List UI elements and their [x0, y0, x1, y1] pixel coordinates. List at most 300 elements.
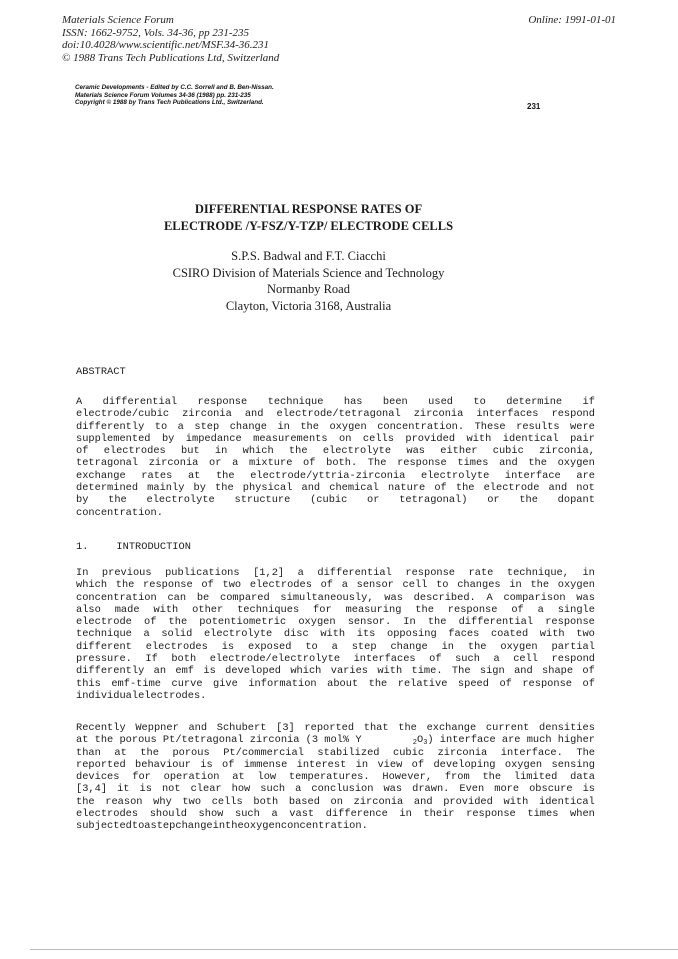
word: why [153, 795, 172, 808]
word: the [482, 771, 502, 784]
word: response [522, 677, 573, 690]
word: two [182, 795, 202, 808]
word: from [444, 771, 470, 784]
word: are [576, 469, 595, 482]
word: Even [459, 783, 485, 796]
word: for [313, 603, 332, 616]
word: based [288, 795, 320, 808]
word: is [200, 758, 213, 771]
text-line [76, 678, 595, 690]
intro-paragraph-2 [76, 722, 595, 833]
word: interface [504, 469, 561, 482]
word: reported [76, 758, 126, 771]
word: pressure. [76, 653, 132, 666]
word: devices [76, 771, 120, 784]
word: measuring [345, 603, 402, 616]
word: and [548, 482, 568, 495]
journal-block [75, 84, 455, 107]
word: made [114, 603, 140, 616]
text-line [76, 783, 595, 795]
word: which [76, 579, 108, 592]
word: of [582, 665, 595, 678]
journal-block-line: Materials Science Forum Volumes 34-36 (1988) pp. 231-235 [75, 91, 251, 99]
word: were [570, 420, 595, 433]
word: oxygen [504, 758, 543, 771]
word: dopant [557, 494, 595, 507]
word: results [516, 420, 560, 433]
word: chemical [329, 482, 379, 495]
abstract-heading: ABSTRACT [76, 366, 126, 378]
word: zirconia [413, 408, 464, 421]
text-line [76, 641, 595, 653]
word: techniques [237, 603, 300, 616]
word: [3,4] [76, 783, 108, 796]
word: step [351, 640, 377, 653]
word: a [297, 567, 304, 579]
word: of [303, 457, 316, 470]
word: a [232, 457, 239, 470]
word: change [390, 640, 428, 653]
word: changes [457, 579, 501, 592]
word: the [300, 420, 319, 433]
word: the [215, 469, 235, 482]
word: oxygen [557, 579, 595, 592]
word: either [440, 445, 478, 458]
word: respond [551, 408, 595, 421]
text-line [76, 482, 595, 494]
word: times [457, 457, 489, 470]
word: by [161, 432, 175, 445]
text-line [76, 507, 595, 519]
word: two [222, 579, 242, 592]
word: subjected [76, 820, 132, 833]
word: a [331, 640, 338, 653]
author-city: Clayton, Victoria 3168, Australia [225, 298, 392, 313]
word: and [413, 795, 433, 808]
author-names: S.P.S. Badwal and F.T. Ciacchi [231, 249, 386, 263]
formula-subscript: 3 [423, 739, 428, 748]
word: about [327, 677, 359, 690]
issn-line: ISSN: 1662-9752, Vols. 34-36, pp 231-235 [62, 26, 249, 39]
word: differential [102, 396, 178, 408]
text-line [76, 567, 595, 579]
word: the [455, 482, 475, 495]
word: the [368, 677, 388, 690]
word: was [406, 445, 425, 458]
word: zirconia [182, 408, 232, 421]
word: electrodes. [138, 689, 207, 702]
word: sensor. [347, 616, 392, 629]
word: zirconia [437, 746, 488, 759]
word: potentiometric [199, 616, 287, 629]
word: [1,2] [253, 567, 285, 579]
word: response [197, 396, 248, 408]
formula-subscript: 2 [412, 739, 417, 748]
word: the [215, 482, 234, 495]
word: in [355, 758, 369, 771]
word: with [503, 795, 529, 808]
word: sensing [551, 758, 595, 771]
word: and [499, 457, 518, 470]
word: in [214, 445, 228, 458]
word: In [403, 616, 416, 629]
word: and [188, 722, 208, 734]
word: if [582, 396, 595, 408]
word: should [149, 808, 187, 821]
word: in [212, 820, 226, 833]
yttria-formula [413, 734, 595, 746]
word: technique [267, 396, 324, 408]
word: technique, [506, 567, 569, 579]
word: times [527, 808, 559, 821]
text-line [76, 690, 595, 702]
word: electrode [483, 482, 540, 495]
word: shape [542, 665, 574, 678]
word: has [343, 396, 363, 408]
text-line [76, 470, 595, 482]
word: of [144, 616, 157, 629]
word: not [576, 482, 595, 495]
text-line [76, 759, 595, 771]
word: information [248, 677, 317, 690]
word: The [576, 746, 595, 759]
word: response [143, 579, 193, 592]
word: cells [362, 432, 394, 445]
word: and [301, 482, 321, 495]
text-line [76, 665, 595, 677]
word: interfaces [353, 653, 416, 666]
word: the [140, 746, 159, 759]
word: a [341, 579, 348, 592]
word: a [271, 808, 278, 821]
word: at [232, 771, 245, 784]
word: change [229, 420, 267, 433]
copyright-line: © 1988 Trans Tech Publications Ltd, Switzerland [62, 51, 280, 64]
word: in [399, 808, 412, 821]
word: electrodes [103, 445, 166, 458]
word: response [447, 603, 498, 616]
intro-paragraph-1 [76, 567, 595, 702]
word: interface. [500, 746, 563, 759]
word: exposed [248, 640, 292, 653]
word: drawn. [412, 783, 450, 796]
word: with [377, 665, 403, 678]
journal-block-line: Copyright © 1988 by Trans Tech Publications Ltd., Switzerland. [75, 99, 264, 107]
word: concentration [76, 591, 157, 604]
word: both [253, 795, 279, 808]
word: and [244, 408, 264, 421]
journal-name: Materials Science Forum [62, 14, 174, 26]
word: pair [570, 432, 595, 445]
word: of [201, 579, 214, 592]
word: is [221, 640, 235, 653]
word: both [171, 653, 197, 666]
word: is [203, 665, 216, 678]
word: is [582, 783, 595, 796]
word: interfaces [476, 408, 539, 421]
word: densities [539, 722, 595, 734]
word: a [493, 653, 500, 666]
word: speed [457, 677, 489, 690]
word: difference [325, 808, 388, 821]
word: which [242, 445, 274, 458]
word: respond [551, 653, 595, 666]
word: opposing [387, 628, 437, 641]
word: the [225, 820, 244, 833]
word: exchange [76, 469, 126, 482]
word: in [441, 640, 454, 653]
word: single [557, 603, 595, 616]
word: the [519, 494, 538, 507]
text-line [76, 433, 595, 445]
word: electrodes [145, 640, 208, 653]
word: was [383, 783, 403, 796]
text-line [76, 808, 595, 820]
word: cell [513, 653, 539, 666]
word: tetragonal) [399, 494, 468, 507]
section-number: 1. [76, 541, 89, 553]
section-title: INTRODUCTION [116, 541, 191, 553]
word: two [576, 628, 595, 641]
word: such [455, 653, 480, 666]
word: step [194, 420, 220, 433]
word: rate [468, 567, 494, 579]
word: exchange [426, 722, 477, 734]
text-line [76, 796, 595, 808]
publication-metadata [62, 14, 422, 64]
word: nature [388, 482, 426, 495]
word: which [290, 665, 322, 678]
text-line [76, 628, 595, 640]
word: provided [443, 795, 493, 808]
word: mainly [147, 482, 185, 495]
word: vast [289, 808, 315, 821]
text-line [76, 421, 595, 433]
word: concentration. [76, 506, 163, 519]
word: Weppner [135, 722, 179, 734]
word: in [582, 567, 595, 579]
word: to [473, 396, 486, 408]
formula-prefix: at the porous Pt/tetragonal zirconia (3 mol% Y [76, 734, 362, 747]
word: that [363, 722, 389, 734]
word: reason [105, 795, 143, 808]
text-line [76, 579, 595, 591]
journal-block-line: Ceramic Developments - Edited by C.C. Sorrell and B. Ben-Nissan. [75, 84, 274, 91]
word: electrolyte [421, 469, 490, 482]
word: both. [326, 457, 358, 470]
text-line [76, 457, 595, 469]
word: electrodes [249, 579, 312, 592]
word: cubic [393, 746, 425, 759]
text-line [76, 592, 595, 604]
word: this [76, 677, 101, 690]
word: electrolyte [203, 628, 273, 641]
word: such [235, 808, 260, 821]
word: of [76, 445, 89, 458]
word: previous [101, 567, 152, 579]
text-line [76, 616, 595, 628]
word: described. [413, 591, 476, 604]
word: concentration. [377, 420, 465, 433]
word: oxygen [243, 820, 281, 833]
word: supplemented [76, 432, 151, 445]
word: tetragonal [76, 457, 139, 470]
word: its [356, 628, 376, 641]
title-line: DIFFERENTIAL RESPONSE RATES OF [194, 202, 423, 216]
word: partial [551, 640, 595, 653]
word: a [295, 783, 302, 796]
word: of [320, 579, 334, 592]
word: or [209, 457, 222, 470]
word: A [76, 396, 83, 408]
word: curve [171, 677, 203, 690]
word: immense [243, 758, 288, 771]
text-line [76, 653, 595, 665]
word: stabilized [317, 746, 380, 759]
word: a [537, 603, 544, 616]
word: individual [76, 689, 139, 702]
word: sign [479, 665, 505, 678]
word: electrodes [76, 808, 139, 821]
text-line [76, 820, 595, 832]
word: concentration. [280, 820, 368, 833]
word: of [582, 677, 595, 690]
word: with [539, 628, 565, 641]
word: also [76, 603, 101, 616]
word: electrolyte [322, 445, 392, 458]
word: the [530, 579, 550, 592]
word: Schubert [216, 722, 267, 734]
word: was [576, 591, 595, 604]
word: a [144, 820, 151, 833]
word: be [196, 591, 210, 604]
word: by [76, 494, 89, 507]
word: (cubic [310, 494, 348, 507]
word: solid [161, 628, 193, 641]
word: oxygen [298, 616, 336, 629]
word: response [545, 616, 595, 629]
word: their [423, 808, 455, 821]
word: The [367, 457, 387, 470]
word: simultaneously, [280, 591, 374, 604]
word: electrolyte [146, 494, 215, 507]
word: of [434, 482, 447, 495]
title-line: ELECTRODE /Y-FSZ/Y-TZP/ ELECTRODE CELLS [163, 218, 454, 233]
word: on [339, 432, 352, 445]
word: data [570, 771, 595, 784]
word: response [466, 808, 516, 821]
word: zirconia [353, 795, 404, 808]
word: current [485, 722, 530, 734]
word: The [451, 665, 471, 678]
author-affiliation: CSIRO Division of Materials Science and Technology [172, 265, 445, 280]
word: identical [502, 432, 559, 445]
word: used [428, 396, 454, 408]
word: of [411, 758, 425, 771]
word: to [154, 420, 168, 433]
word: These [474, 420, 506, 433]
word: Recently [76, 722, 126, 734]
word: response [397, 457, 447, 470]
word: obscure [529, 783, 573, 796]
doi-link[interactable]: doi:10.4028/www.scientific.net/MSF.34-36.231 [62, 39, 270, 51]
word: time. [411, 665, 443, 678]
word: but [181, 445, 200, 458]
word: provided [405, 432, 456, 445]
word: the [398, 722, 417, 734]
word: other [192, 603, 224, 616]
word: in [509, 579, 522, 592]
author-street: Normanby Road [267, 282, 350, 296]
word: impedance [185, 432, 242, 445]
word: with [153, 603, 179, 616]
word: reported [304, 722, 355, 734]
author-block [0, 248, 617, 314]
word: was [384, 591, 403, 604]
word: of [429, 653, 442, 666]
word: response [405, 567, 456, 579]
word: [3] [276, 722, 295, 734]
word: interest [296, 758, 347, 771]
word: not [161, 783, 181, 796]
word: If [145, 653, 158, 666]
word: how [231, 783, 251, 796]
word: conclusion [311, 783, 374, 796]
word: view [377, 758, 403, 771]
text-line [76, 747, 595, 759]
online-date: Online: 1991-01-01 [528, 14, 616, 26]
page-number: 231 [527, 102, 541, 111]
page-bottom-divider [30, 949, 678, 950]
word: with [320, 628, 346, 641]
word: an [153, 665, 167, 678]
word: it [117, 783, 130, 796]
word: is [139, 783, 152, 796]
word: the [108, 494, 127, 507]
word: comparison [503, 591, 566, 604]
word: change [175, 820, 213, 833]
word: A [486, 591, 493, 604]
word: low [257, 771, 277, 784]
word: the [168, 616, 188, 629]
word: a [143, 628, 150, 641]
text-line [76, 445, 595, 457]
word: differently [76, 665, 145, 678]
abstract-body [76, 396, 595, 519]
word: when [570, 808, 595, 821]
word: differently [76, 420, 145, 433]
word: to [436, 579, 449, 592]
word: disc [283, 628, 309, 641]
word: measurements [253, 432, 328, 445]
word: limited [513, 771, 558, 784]
word: electrode/yttria-zirconia [250, 469, 406, 482]
formula-oxygen: O [416, 734, 424, 747]
word: show [198, 808, 224, 821]
word: In [76, 567, 89, 579]
word: electrode [76, 616, 132, 629]
word: oxygen [329, 420, 367, 433]
word: the [415, 603, 434, 616]
text-line [76, 494, 595, 506]
text-line [76, 396, 595, 408]
word: more [494, 783, 520, 796]
word: zirconia, [539, 445, 595, 458]
word: mixture [248, 457, 293, 470]
word: differential [458, 616, 534, 629]
word: porous [172, 746, 210, 759]
formula-tail: ) interface are much higher [427, 734, 595, 747]
